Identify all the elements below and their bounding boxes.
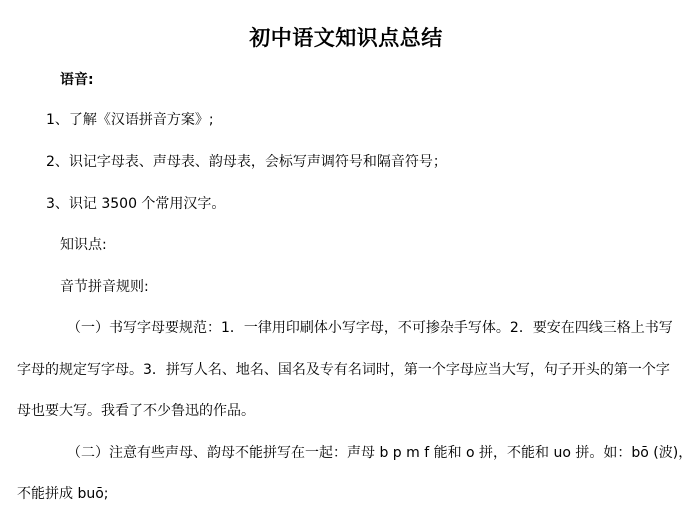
paragraph-line: 母也要大写。我看了不少鲁迅的作品。	[17, 403, 255, 419]
knowledge-label: 知识点:	[60, 237, 107, 253]
list-item: 3、识记 3500 个常用汉字。	[46, 196, 226, 212]
list-item: 1、了解《汉语拼音方案》;	[46, 112, 214, 128]
document-title: 初中语文知识点总结	[249, 26, 443, 50]
paragraph-line: 不能拼成 buō;	[17, 486, 109, 502]
rules-label: 音节拼音规则:	[60, 279, 149, 295]
list-item: 2、识记字母表、声母表、韵母表，会标写声调符号和隔音符号；	[46, 154, 447, 170]
paragraph-line: （二）注意有些声母、韵母不能拼写在一起：声母 b p m f 能和 o 拼，不能和 uo 拼。如：bō (波)，	[67, 445, 692, 461]
paragraph-line: 字母的规定写字母。3．拼写人名、地名、国名及专有名词时，第一个字母应当大写，句子开头的第一个字	[17, 362, 670, 378]
paragraph-line: （一）书写字母要规范：1．一律用印刷体小写字母，不可掺杂手写体。2．要安在四线三格上书写	[67, 320, 673, 336]
section-heading: 语音:	[60, 72, 94, 88]
